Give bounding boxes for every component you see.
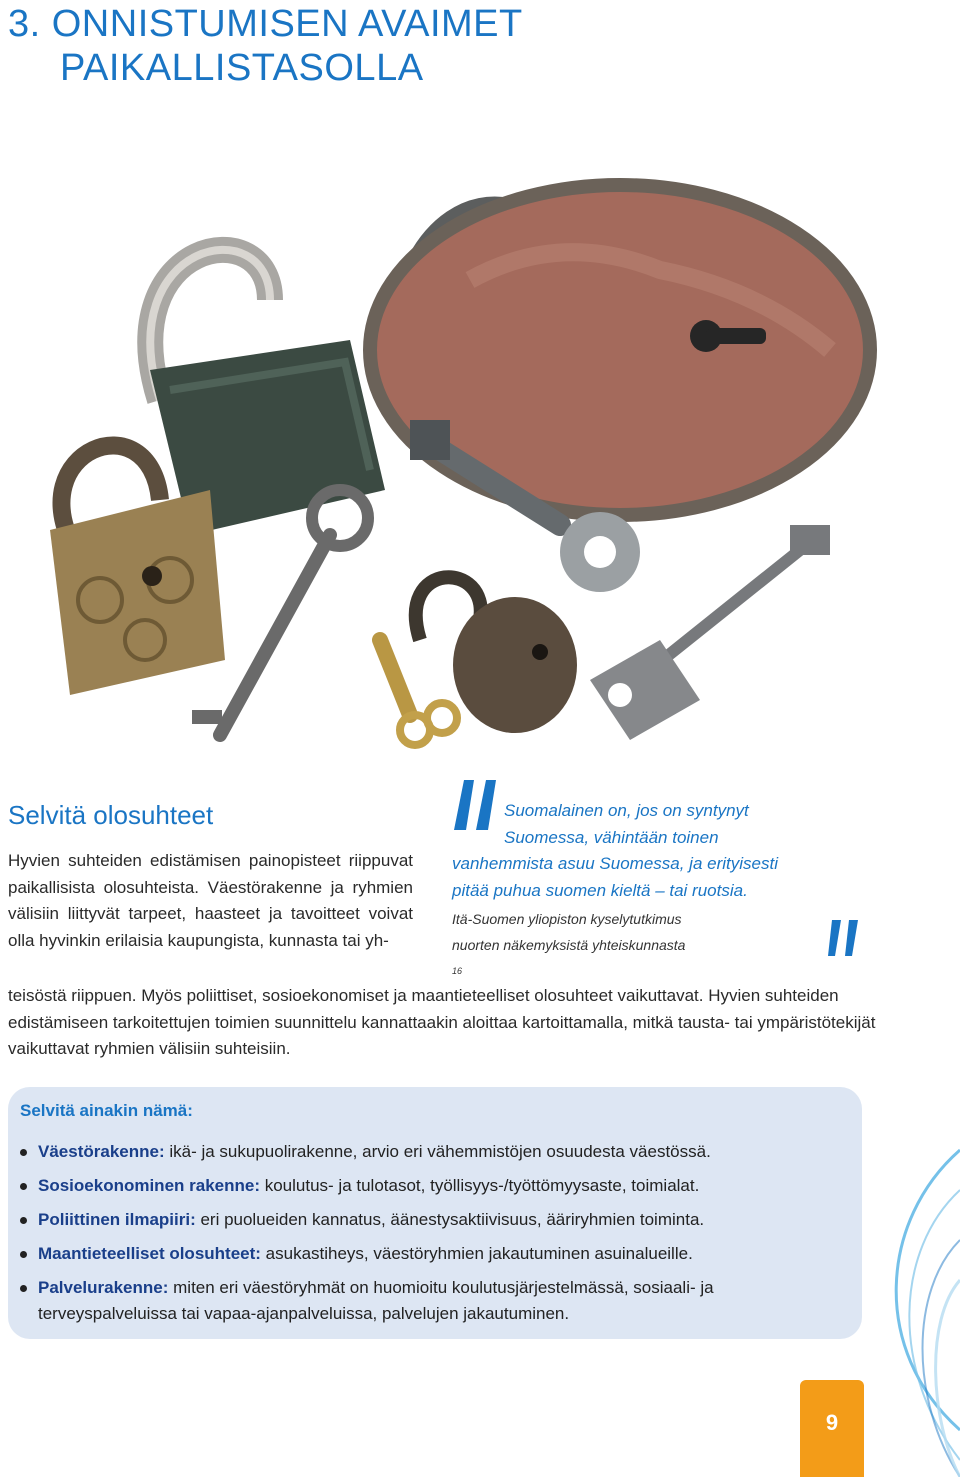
quote-text <box>452 798 872 904</box>
checklist-term: Poliittinen ilmapiiri: <box>38 1210 196 1229</box>
quote-source-text: nuorten näkemyksistä yhteiskunnasta <box>452 937 686 953</box>
checklist-text: ikä- ja sukupuolirakenne, arvio eri vähemmistöjen osuudesta väestössä. <box>164 1142 711 1161</box>
body-paragraph: teisöstä riippuen. Myös poliittiset, sosioekonomiset ja maantieteelliset olosuhteet vaikuttavat. Hyvien suhteiden edistämiseen tarkoitettujen toimien suunnittelu kannattaakin aloittaa kartoittamalla, mitkä tausta- tai ympäristötekijät vaikuttavat ryhmien välisiin suhteisiin. <box>8 986 876 1058</box>
checklist-item <box>18 1275 850 1327</box>
checklist-text: asukastiheys, väestöryhmien jakautuminen asuinalueille. <box>260 1244 693 1263</box>
decorative-swirl-lines <box>860 1130 960 1477</box>
checklist-term: Palvelurakenne: <box>38 1278 169 1297</box>
checklist-heading: Selvitä ainakin nämä: <box>20 1101 193 1120</box>
title-line-1: 3. ONNISTUMISEN AVAIMET <box>8 3 523 45</box>
checklist-term: Sosioekonominen rakenne: <box>38 1176 260 1195</box>
quote-line: Suomessa, vähintään toinen <box>504 827 719 847</box>
page-title <box>8 2 523 90</box>
checklist-box <box>8 1087 862 1339</box>
checklist-term: Maantieteelliset olosuhteet: <box>38 1244 261 1263</box>
quote-line: vanhemmista asuu Suomessa, ja erityisesti <box>452 854 778 873</box>
quote-source-line-2 <box>452 932 832 988</box>
footnote-ref: 16 <box>452 966 463 976</box>
checklist-text: miten eri väestöryhmät on huomioitu koulutusjärjestelmässä, sosiaali- ja terveyspalveluissa tai vapaa-ajanpalveluissa, palvelujen jakautuminen. <box>38 1278 714 1323</box>
quote-source-line: Itä-Suomen yliopiston kyselytutkimus <box>452 911 682 927</box>
checklist-text: koulutus- ja tulotasot, työllisyys-/työttömyysaste, toimialat. <box>260 1176 700 1195</box>
quote-line: Suomalainen on, jos on syntynyt <box>504 801 749 820</box>
checklist-item <box>18 1241 850 1267</box>
checklist <box>18 1139 850 1335</box>
locks-and-keys-photo <box>0 140 960 765</box>
checklist-item <box>18 1173 850 1199</box>
page-number: 9 <box>825 1410 839 1435</box>
page-number-badge <box>800 1380 864 1477</box>
checklist-item <box>18 1207 850 1233</box>
section-heading: Selvitä olosuhteet <box>8 800 214 830</box>
checklist-item <box>18 1139 850 1165</box>
close-quote-icon <box>826 918 864 958</box>
checklist-term: Väestörakenne: <box>38 1142 165 1161</box>
quote-line: pitää puhua suomen kieltä – tai ruotsia. <box>452 880 748 900</box>
checklist-text: eri puolueiden kannatus, äänestysaktiivisuus, ääriryhmien toiminta. <box>195 1210 705 1229</box>
quote-source <box>452 906 832 988</box>
intro-paragraph: Hyvien suhteiden edistämisen painopisteet riippuvat paikallisista olosuhteista. Väestörakenne ja ryhmien välisiin liittyvät tarpeet, haasteet ja tavoitteet voivat olla hyvinkin erilaisia kaupungista, kunnasta tai yh- <box>8 851 413 950</box>
title-line-2: PAIKALLISTASOLLA <box>60 47 424 89</box>
